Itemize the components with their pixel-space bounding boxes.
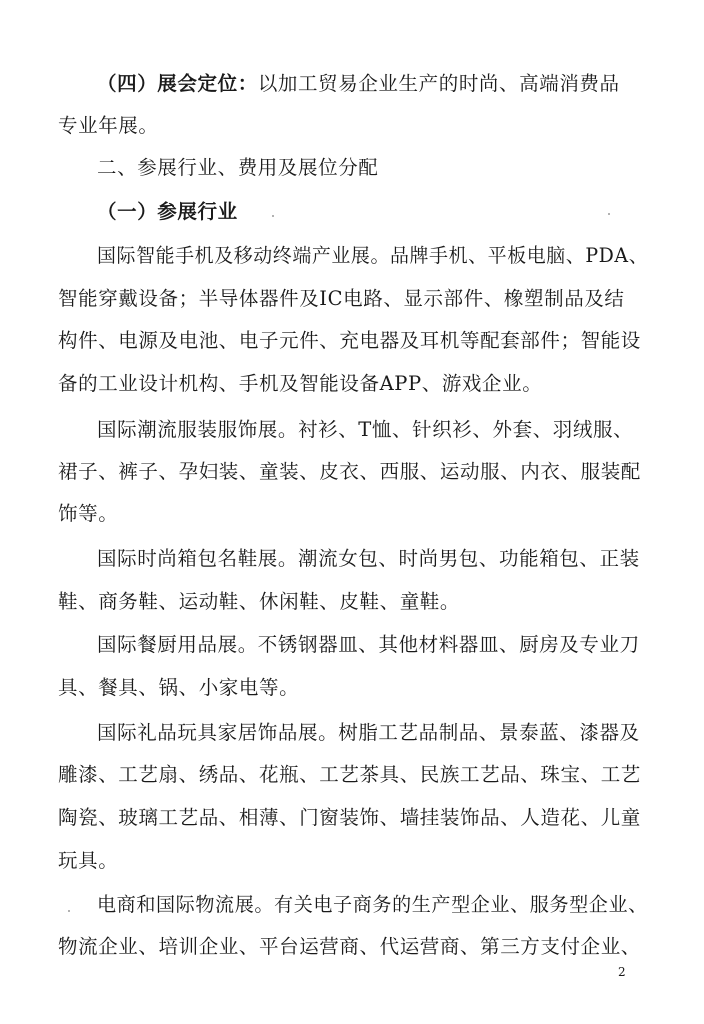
paragraph-line: 国际餐厨用品展。不锈钢器皿、其他材料器皿、厨房及专业刀	[97, 633, 640, 656]
page-number: 2	[618, 965, 626, 979]
section-four-line-2	[0, 106, 704, 146]
paragraph-line: 国际礼品玩具家居饰品展。树脂工艺品制品、景泰蓝、漆器及	[97, 721, 640, 744]
paragraph-line: 国际时尚箱包名鞋展。潮流女包、时尚男包、功能箱包、正装	[97, 547, 640, 570]
scan-speck	[68, 910, 70, 912]
section-four-line-1	[0, 64, 704, 104]
paragraph-line: 备的工业设计机构、手机及智能设备APP、游戏企业。	[58, 372, 543, 395]
paragraph-line: 鞋、商务鞋、运动鞋、休闲鞋、皮鞋、童鞋。	[58, 590, 461, 613]
scan-speck	[608, 213, 610, 215]
paragraph-line: 裙子、裤子、孕妇装、童装、皮衣、西服、运动服、内衣、服装配	[58, 460, 641, 483]
paragraph-line: 智能穿戴设备；半导体器件及IC电路、显示部件、橡塑制品及结	[58, 287, 625, 310]
paragraph-line: 玩具。	[58, 849, 119, 872]
scan-speck	[272, 215, 274, 217]
section-four-text: 以加工贸易企业生产的时尚、高端消费品	[257, 72, 620, 95]
paragraph-line: 陶瓷、玻璃工艺品、相薄、门窗装饰、墙挂装饰品、人造花、儿童	[58, 806, 641, 829]
paragraph-line: 饰等。	[58, 502, 119, 525]
paragraph-line: 物流企业、培训企业、平台运营商、代运营商、第三方支付企业、	[58, 935, 641, 958]
paragraph-line: 构件、电源及电池、电子元件、充电器及耳机等配套部件；智能设	[58, 329, 641, 352]
paragraph-line: 国际智能手机及移动终端产业展。品牌手机、平板电脑、PDA、	[97, 244, 649, 267]
paragraph-line: 电商和国际物流展。有关电子商务的生产型企业、服务型企业、	[97, 893, 648, 916]
subsection-one-heading: （一）参展行业	[97, 200, 238, 223]
paragraph-line: 国际潮流服装服饰展。衬衫、T恤、针织衫、外套、羽绒服、	[97, 418, 634, 441]
section-four-text-continued: 专业年展。	[58, 114, 159, 137]
paragraph-line: 雕漆、工艺扇、绣品、花瓶、工艺茶具、民族工艺品、珠宝、工艺	[58, 763, 641, 786]
section-two-heading: 二、参展行业、费用及展位分配	[97, 156, 379, 179]
section-four-label: （四）展会定位：	[97, 72, 258, 95]
paragraph-line: 具、餐具、锅、小家电等。	[58, 676, 300, 699]
